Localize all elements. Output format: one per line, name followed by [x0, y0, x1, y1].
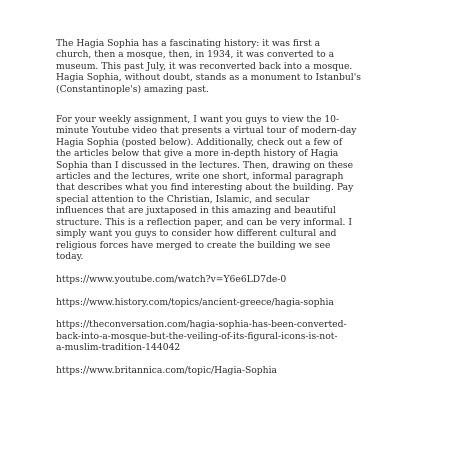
text-line: today. — [56, 250, 84, 262]
link-line[interactable]: https://theconversation.com/hagia-sophia-has-been-converted- — [56, 319, 347, 331]
britannica-link[interactable] — [56, 365, 396, 376]
spacer — [56, 354, 396, 365]
text-line: religious forces have merged to create the building we see — [56, 239, 331, 251]
link-line[interactable]: https://www.youtube.com/watch?v=Y6e6LD7de-0 — [56, 273, 287, 285]
assignment-paragraph — [56, 114, 396, 262]
history-link[interactable] — [56, 297, 396, 308]
youtube-link[interactable] — [56, 274, 396, 285]
text-line: influences that are juxtaposed in this amazing and beautiful — [56, 205, 336, 217]
text-line: (Constantinople's) amazing past. — [56, 83, 209, 95]
text-line: Hagia Sophia, without doubt, stands as a monument to Istanbul's — [56, 72, 361, 84]
text-line: structure. This is a reflection paper, and can be very informal. I — [56, 216, 352, 228]
conversation-link[interactable] — [56, 319, 396, 353]
spacer — [56, 95, 396, 114]
text-line: that describes what you find interesting about the building. Pay — [56, 182, 354, 194]
text-line: minute Youtube video that presents a virtual tour of modern-day — [56, 125, 357, 137]
text-line: Sophia than I discussed in the lectures. Then, drawing on these — [56, 159, 354, 171]
link-line[interactable]: back-into-a-mosque-but-the-veiling-of-its-figural-icons-is-not- — [56, 330, 338, 342]
text-line: articles and the lectures, write one short, informal paragraph — [56, 171, 344, 183]
text-line: The Hagia Sophia has a fascinating history: it was first a — [56, 38, 321, 49]
link-line[interactable]: https://www.britannica.com/topic/Hagia-Sophia — [56, 364, 278, 376]
text-line: simply want you guys to consider how different cultural and — [56, 228, 337, 240]
text-line: special attention to the Christian, Islamic, and secular — [56, 193, 310, 205]
link-line[interactable]: https://www.history.com/topics/ancient-greece/hagia-sophia — [56, 296, 334, 308]
spacer — [56, 308, 396, 319]
text-line: the articles below that give a more in-depth history of Hagia — [56, 148, 339, 160]
link-line[interactable]: a-muslim-tradition-144042 — [56, 342, 181, 354]
spacer — [56, 285, 396, 296]
spacer — [56, 262, 396, 273]
text-line: Hagia Sophia (posted below). Additionally, check out a few of — [56, 136, 343, 148]
intro-paragraph — [56, 38, 396, 95]
document-body — [56, 38, 396, 376]
text-line: church, then a mosque, then, in 1934, it was converted to a — [56, 49, 335, 61]
text-line: museum. This past July, it was reconverted back into a mosque. — [56, 60, 353, 72]
text-line: For your weekly assignment, I want you guys to view the 10- — [56, 114, 340, 126]
